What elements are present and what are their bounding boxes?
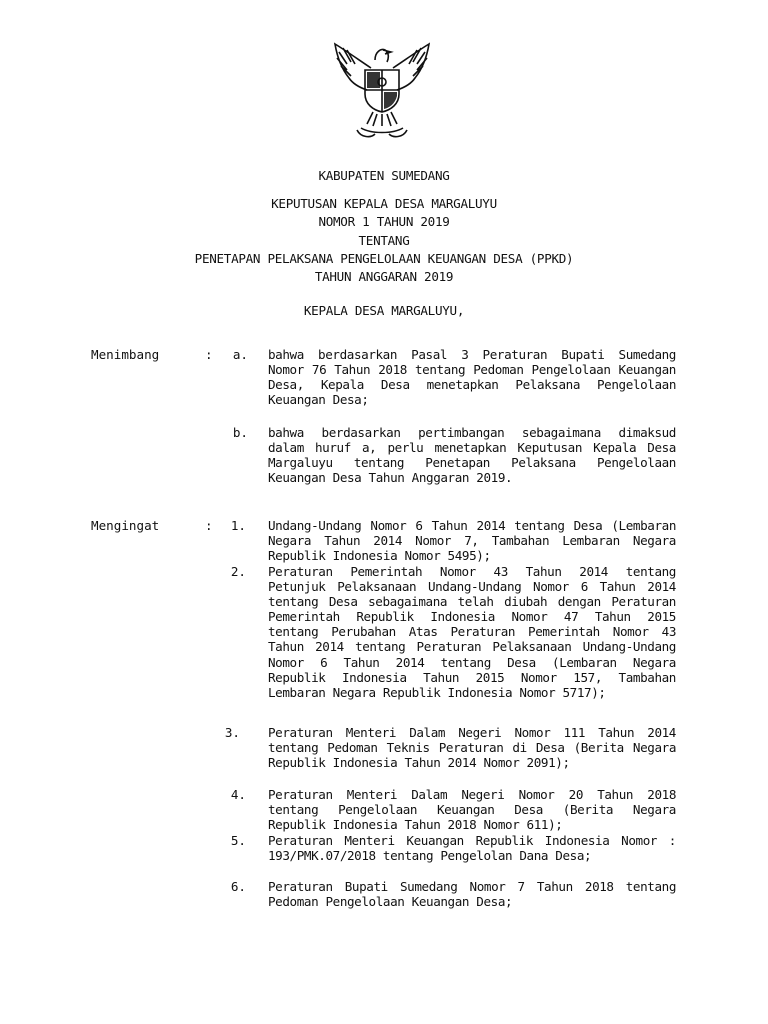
mengingat-marker: 5. bbox=[230, 833, 246, 848]
mengingat-item: Peraturan Bupati Sumedang Nomor 7 Tahun 2018 tentang Pedoman Pengelolaan Keuangan Desa; bbox=[268, 879, 676, 910]
decree-title: KEPUTUSAN KEPALA DESA MARGALUYU bbox=[271, 196, 497, 211]
mengingat-item: Peraturan Menteri Keuangan Republik Indonesia Nomor : 193/PMK.07/2018 tentang Pengelolan Dana Desa; bbox=[268, 833, 676, 864]
decree-about: TENTANG bbox=[358, 233, 410, 248]
menimbang-label: Menimbang bbox=[91, 347, 160, 362]
mengingat-item: Undang-Undang Nomor 6 Tahun 2014 tentang Desa (Lembaran Negara Tahun 2014 Nomor 7, Tambahan Lembaran Negara Republik Indonesia Nomor 5495); bbox=[268, 518, 676, 564]
mengingat-marker: 3. bbox=[224, 725, 240, 740]
decree-number: NOMOR 1 TAHUN 2019 bbox=[318, 214, 450, 229]
menimbang-marker: b. bbox=[232, 425, 248, 440]
menimbang-marker: a. bbox=[232, 347, 248, 362]
issuer-title: KEPALA DESA MARGALUYU, bbox=[303, 303, 465, 318]
menimbang-item: bahwa berdasarkan pertimbangan sebagaimana dimaksud dalam huruf a, perlu menetapkan Keputusan Kepala Desa Margaluyu tentang Penetapan Pelaksana Pengelolaan Keuangan Desa Tahun Anggaran 2019. bbox=[268, 425, 676, 486]
decree-subject: PENETAPAN PELAKSANA PENGELOLAAN KEUANGAN DESA (PPKD) bbox=[194, 251, 574, 266]
mengingat-item: Peraturan Menteri Dalam Negeri Nomor 20 Tahun 2018 tentang Pengelolaan Keuangan Desa (Berita Negara Republik Indonesia Tahun 2018 Nomor 611); bbox=[268, 787, 676, 833]
mengingat-item: Peraturan Menteri Dalam Negeri Nomor 111 Tahun 2014 tentang Pedoman Teknis Peraturan di Desa (Berita Negara Republik Indonesia Tahun 2014 Nomor 2091); bbox=[268, 725, 676, 771]
mengingat-label: Mengingat bbox=[91, 518, 160, 533]
regency-title: KABUPATEN SUMEDANG bbox=[318, 168, 450, 183]
mengingat-item: Peraturan Pemerintah Nomor 43 Tahun 2014 tentang Petunjuk Pelaksanaan Undang-Undang Nomor 6 Tahun 2014 tentang Desa sebagaimana telah diubah dengan Peraturan Pemerintah Republik Indonesia Nomor 47 Tahun 2015 tentang Perubahan Atas Peraturan Pemerintah Nomor 43 Tahun 2014 tentang Peraturan Pelaksanaan Undang-Undang Nomor 6 Tahun 2014 tentang Desa (Lembaran Negara Republik Indonesia Tahun 2015 Nomor 157, Tambahan Lembaran Negara Republik Indonesia Nomor 5717); bbox=[268, 564, 676, 700]
garuda-emblem-icon bbox=[331, 38, 433, 144]
menimbang-colon: : bbox=[205, 347, 213, 362]
mengingat-marker: 4. bbox=[230, 787, 246, 802]
mengingat-colon: : bbox=[205, 518, 213, 533]
mengingat-marker: 1. bbox=[230, 518, 246, 533]
fiscal-year: TAHUN ANGGARAN 2019 bbox=[314, 269, 454, 284]
menimbang-item: bahwa berdasarkan Pasal 3 Peraturan Bupati Sumedang Nomor 76 Tahun 2018 tentang Pedoman Pengelolaan Keuangan Desa, Kepala Desa menetapkan Pelaksana Pengelolaan Keuangan Desa; bbox=[268, 347, 676, 408]
mengingat-marker: 2. bbox=[230, 564, 246, 579]
mengingat-marker: 6. bbox=[230, 879, 246, 894]
